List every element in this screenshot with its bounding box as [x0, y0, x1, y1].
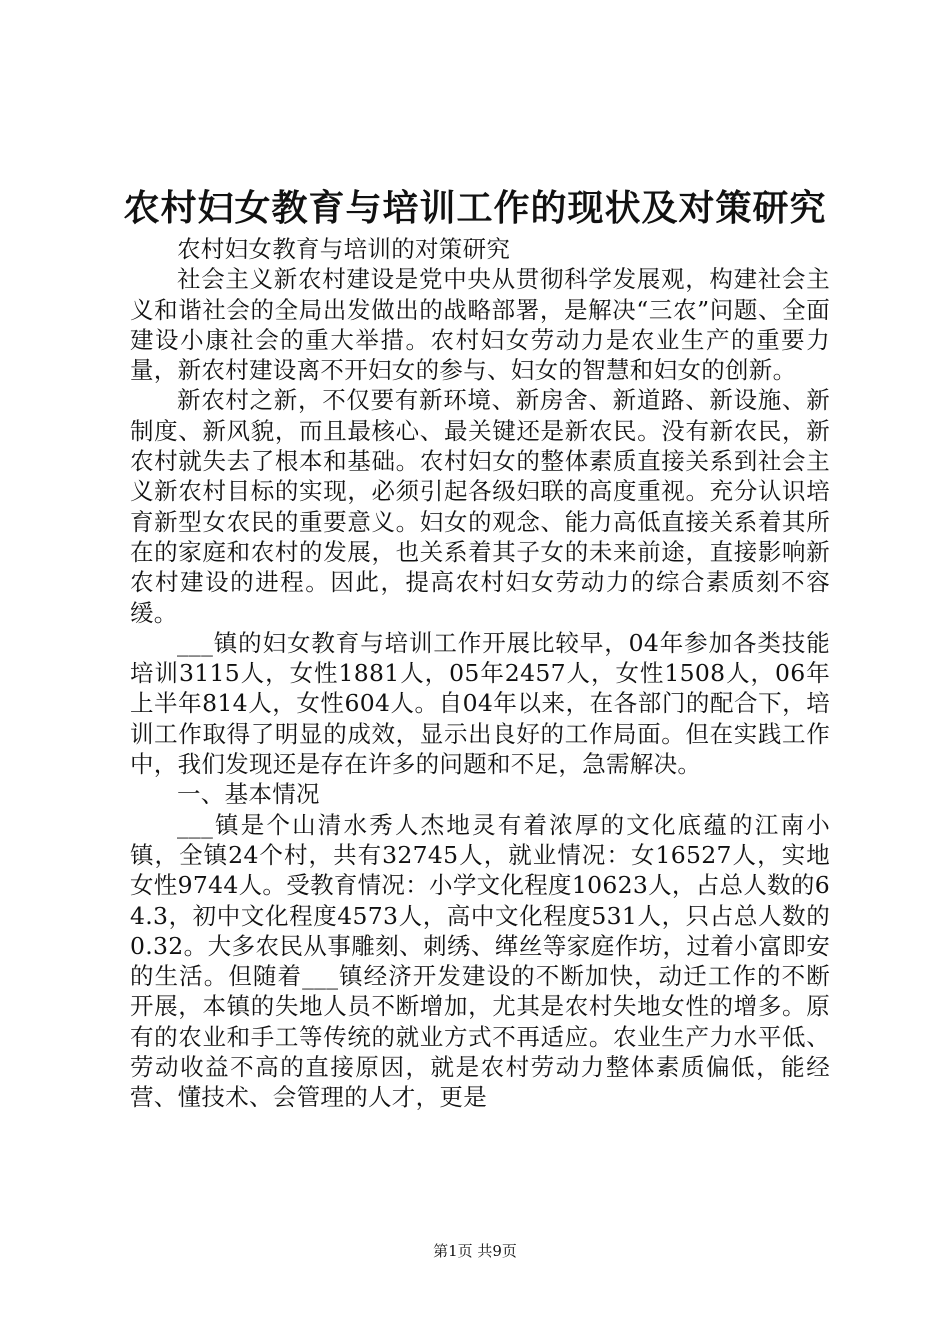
body-paragraph: ___镇是个山清水秀人杰地灵有着浓厚的文化底蕴的江南小镇，全镇24个村，共有32745人，就业情况：女16527人，实地女性9744人。受教育情况：小学文化程度10623人，占总人数的64.3，初中文化程度4573人，高中文化程度531人，只占总人数的0.32。大多农民从事雕刻、刺绣、缂丝等家庭作坊，过着小富即安的生活。但随着___镇经济开发建设的不断加快，动迁工作的不断开展，本镇的失地人员不断增加，尤其是农村失地女性的增多。原有的农业和手工等传统的就业方式不再适应。农业生产力水平低、劳动收益不高的直接原因，就是农村劳动力整体素质偏低，能经营、懂技术、会管理的人才，更是: [130, 810, 830, 1112]
document-body: [130, 234, 830, 1113]
subtitle-paragraph: 农村妇女教育与培训的对策研究: [177, 235, 511, 263]
document-title: 农村妇女教育与培训工作的现状及对策研究: [123, 187, 827, 229]
section-heading: 一、基本情况: [177, 780, 320, 809]
body-paragraph: 新农村之新，不仅要有新环境、新房舍、新道路、新设施、新制度、新风貌，而且最核心、最关键还是新农民。没有新农民，新农村就失去了根本和基础。农村妇女的整体素质直接关系到社会主义新农村目标的实现，必须引起各级妇联的高度重视。充分认识培育新型女农民的重要意义。妇女的观念、能力高低直接关系着其所在的家庭和农村的发展，也关系着其子女的未来前途，直接影响新农村建设的进程。因此，提高农村妇女劳动力的综合素质刻不容缓。: [130, 386, 830, 627]
body-paragraph: ___镇的妇女教育与培训工作开展比较早，04年参加各类技能培训3115人，女性1881人，05年2457人，女性1508人，06年上半年814人，女性604人。自04年以来，在各部门的配合下，培训工作取得了明显的成效，显示出良好的工作局面。但在实践工作中，我们发现还是存在许多的问题和不足，急需解决。: [130, 628, 830, 779]
body-paragraph: 社会主义新农村建设是党中央从贯彻科学发展观，构建社会主义和谐社会的全局出发做出的战略部署，是解决“三农”问题、全面建设小康社会的重大举措。农村妇女劳动力是农业生产的重要力量，新农村建设离不开妇女的参与、妇女的智慧和妇女的创新。: [130, 265, 830, 385]
page-number-footer: 第1页 共9页: [433, 1242, 517, 1260]
